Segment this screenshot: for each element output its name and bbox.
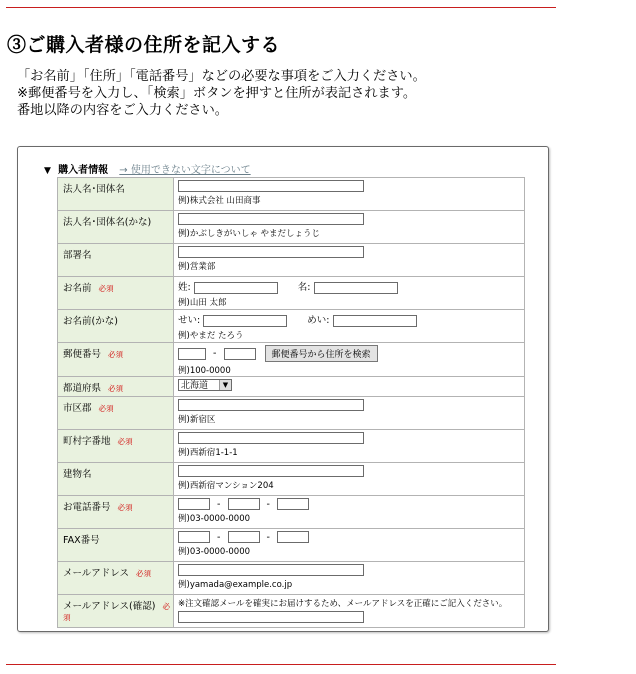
- row-label: [58, 430, 174, 463]
- email-confirm-note: ※注文確認メールを確実にお届けするため、メールアドレスを正確にご記入ください。: [178, 599, 508, 609]
- example-text: 例)03-0000-0000: [178, 547, 251, 557]
- row-label: [58, 496, 174, 529]
- label-text: お名前: [63, 283, 92, 294]
- first-name-input[interactable]: [314, 282, 398, 294]
- form-row-name: [58, 277, 525, 310]
- phone-part-2-input[interactable]: [228, 498, 260, 510]
- company-kana-input[interactable]: [178, 213, 364, 225]
- top-divider: [6, 7, 556, 8]
- form-header: [44, 161, 251, 176]
- first-name-kana-input[interactable]: [333, 315, 417, 327]
- required-badge: 必須: [108, 350, 124, 359]
- row-label: 建物名: [58, 463, 174, 496]
- triangle-down-icon: ▼: [44, 166, 51, 176]
- last-name-kana-input[interactable]: [203, 315, 287, 327]
- row-label: [58, 343, 174, 377]
- required-badge: 必須: [136, 569, 152, 578]
- row-label: [58, 595, 174, 628]
- intro-text: [17, 68, 426, 119]
- label-text: 町村字番地: [63, 436, 111, 447]
- label-text: メールアドレス(確認): [63, 601, 156, 612]
- required-badge: 必須: [108, 384, 124, 393]
- row-label: [58, 397, 174, 430]
- page-title: ③ご購入者様の住所を記入する: [7, 34, 281, 56]
- chevron-down-icon: ▼: [219, 380, 231, 390]
- required-badge: 必須: [63, 602, 170, 622]
- fax-part-2-input[interactable]: [228, 531, 260, 543]
- label-text: メールアドレス: [63, 568, 130, 579]
- example-text: 例)山田 太郎: [178, 297, 227, 308]
- email-confirm-input[interactable]: [178, 611, 364, 623]
- form-row-phone: [58, 496, 525, 529]
- purchaser-form-table: [57, 177, 525, 628]
- row-label: 部署名: [58, 244, 174, 277]
- prefecture-select[interactable]: [178, 379, 232, 391]
- postal-code-first-input[interactable]: [178, 348, 206, 360]
- street-input[interactable]: [178, 432, 364, 444]
- form-row-street: [58, 430, 525, 463]
- required-badge: 必須: [117, 503, 133, 512]
- row-label: 法人名･団体名: [58, 178, 174, 211]
- row-label: [58, 562, 174, 595]
- department-input[interactable]: [178, 246, 364, 258]
- form-row-city: [58, 397, 525, 430]
- form-row-building: [58, 463, 525, 496]
- label-text: お電話番号: [63, 502, 111, 513]
- row-label: [58, 377, 174, 397]
- label-text: 郵便番号: [63, 349, 102, 360]
- row-label: お名前(かな): [58, 310, 174, 343]
- form-row-postal-code: [58, 343, 525, 377]
- row-label: 法人名･団体名(かな): [58, 211, 174, 244]
- fax-part-1-input[interactable]: [178, 531, 210, 543]
- intro-line-1: 「お名前」「住所」「電話番号」などの必要な事項をご入力ください。: [17, 69, 426, 84]
- form-row-email-confirm: [58, 595, 525, 628]
- last-name-input[interactable]: [194, 282, 278, 294]
- label-text: 市区郡: [63, 403, 92, 414]
- row-label: [58, 277, 174, 310]
- form-row-department: [58, 244, 525, 277]
- sei-label: 姓:: [178, 282, 191, 293]
- city-input[interactable]: [178, 399, 364, 411]
- phone-part-1-input[interactable]: [178, 498, 210, 510]
- required-badge: 必須: [98, 284, 114, 293]
- example-text: 例)西新宿1-1-1: [178, 448, 238, 458]
- prefecture-value: 北海道: [181, 381, 209, 391]
- bottom-divider: [6, 664, 556, 665]
- form-row-fax: [58, 529, 525, 562]
- building-input[interactable]: [178, 465, 364, 477]
- sei-kana-label: せい:: [178, 315, 201, 326]
- required-badge: 必須: [98, 404, 114, 413]
- postal-code-second-input[interactable]: [224, 348, 256, 360]
- dash: -: [217, 531, 221, 543]
- example-text: 例)西新宿マンション204: [178, 481, 274, 491]
- dash: -: [266, 531, 270, 543]
- example-text: 例)新宿区: [178, 415, 216, 425]
- fax-part-3-input[interactable]: [277, 531, 309, 543]
- form-row-company-kana: [58, 211, 525, 244]
- example-text: 例)03-0000-0000: [178, 514, 251, 524]
- email-input[interactable]: [178, 564, 364, 576]
- example-text: 例)yamada@example.co.jp: [178, 580, 293, 590]
- example-text: 例)かぶしきがいしゃ やまだしょうじ: [178, 229, 321, 239]
- row-label: FAX番号: [58, 529, 174, 562]
- purchaser-form-panel: [17, 146, 549, 632]
- postal-search-button[interactable]: 郵便番号から住所を検索: [265, 345, 378, 362]
- form-row-company: [58, 178, 525, 211]
- phone-part-3-input[interactable]: [277, 498, 309, 510]
- dash: -: [266, 498, 270, 510]
- intro-line-3: 番地以降の内容をご入力ください。: [17, 103, 228, 118]
- mei-kana-label: めい:: [307, 315, 330, 326]
- dash: -: [213, 348, 217, 359]
- example-text: 例)営業部: [178, 262, 216, 272]
- dash: -: [217, 498, 221, 510]
- mei-label: 名:: [297, 282, 311, 293]
- label-text: 都道府県: [63, 383, 102, 394]
- form-section-title: 購入者情報: [58, 165, 109, 176]
- example-text: 例)株式会社 山田商事: [178, 196, 261, 206]
- example-text: 例)100-0000: [178, 366, 231, 376]
- form-row-email: [58, 562, 525, 595]
- form-row-name-kana: [58, 310, 525, 343]
- form-row-prefecture: [58, 377, 525, 397]
- required-badge: 必須: [117, 437, 133, 446]
- intro-line-2: ※郵便番号を入力し、「検索」ボタンを押すと住所が表記されます。: [17, 86, 417, 101]
- example-text: 例)やまだ たろう: [178, 330, 244, 341]
- unusable-characters-link[interactable]: → 使用できない文字について: [119, 165, 251, 176]
- company-name-input[interactable]: [178, 180, 364, 192]
